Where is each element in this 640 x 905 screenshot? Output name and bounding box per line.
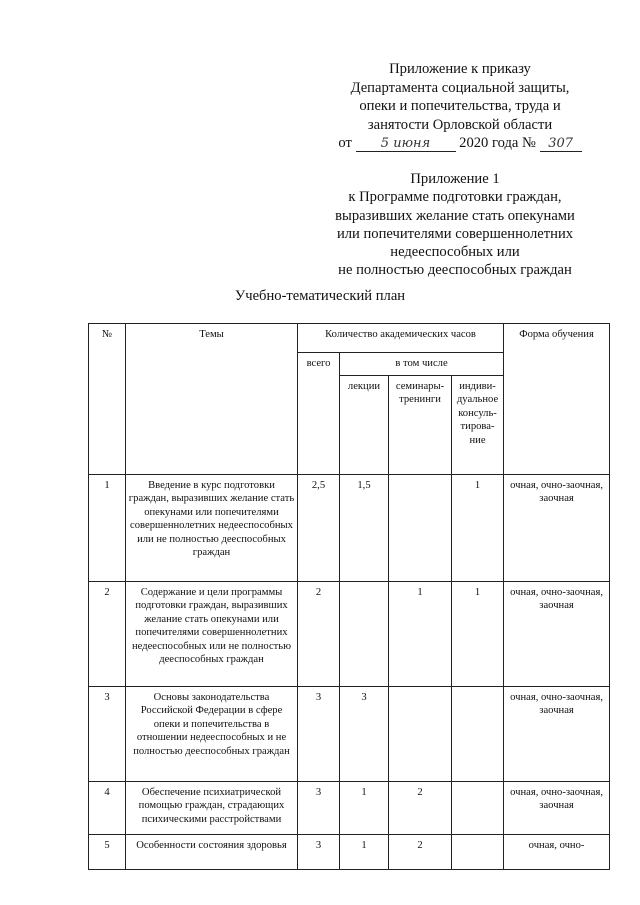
row-seminars: 2 — [389, 835, 452, 870]
header-topics: Темы — [126, 324, 298, 475]
appendix-block — [310, 170, 600, 280]
row-individual — [452, 835, 504, 870]
order-header-line: занятости Орловской области — [367, 116, 553, 133]
row-total: 2,5 — [298, 475, 340, 582]
row-form: очная, очно- — [504, 835, 610, 870]
row-topic: Особенности состояния здоровья — [126, 835, 298, 870]
row-form: очная, очно-заочная, заочная — [504, 582, 610, 687]
row-total: 2 — [298, 582, 340, 687]
header-including: в том числе — [340, 353, 504, 376]
order-header — [330, 60, 590, 153]
row-seminars: 2 — [389, 782, 452, 835]
row-num: 4 — [89, 782, 126, 835]
row-seminars — [389, 475, 452, 582]
row-total: 3 — [298, 835, 340, 870]
order-date-handwritten: 5 июня — [356, 136, 456, 152]
row-individual — [452, 782, 504, 835]
row-lectures: 1 — [340, 835, 389, 870]
plan-title: Учебно-тематический план — [234, 288, 406, 304]
table-row — [89, 782, 610, 835]
row-lectures — [340, 582, 389, 687]
row-lectures: 1,5 — [340, 475, 389, 582]
row-topic: Содержание и цели программы подготовки граждан, выразивших желание стать опекунами или попечителями совершеннолетних недееспособных или не полностью дееспособных граждан — [126, 582, 298, 687]
row-individual: 1 — [452, 475, 504, 582]
order-header-line: Приложение к приказу — [389, 61, 531, 77]
appendix-line: выразивших желание стать опекунами — [335, 207, 575, 224]
table-row — [89, 582, 610, 687]
row-individual: 1 — [452, 582, 504, 687]
header-individual: индиви-дуальное консуль-тирова-ние — [452, 376, 504, 475]
row-topic: Основы законодательства Российской Федерации в сфере опеки и попечительства в отношении недееспособных и не полностью дееспособных граждан — [126, 687, 298, 782]
order-year-text: 2020 года № — [459, 135, 536, 151]
table-row — [89, 687, 610, 782]
row-individual — [452, 687, 504, 782]
header-hours: Количество академических часов — [298, 324, 504, 353]
appendix-line: Приложение 1 — [410, 171, 500, 187]
row-num: 2 — [89, 582, 126, 687]
appendix-line: недееспособных или — [390, 244, 520, 261]
row-topic: Обеспечение психиатрической помощью граждан, страдающих психическими расстройствами — [126, 782, 298, 835]
order-date-number-line — [330, 134, 590, 153]
header-num: № — [89, 324, 126, 475]
curriculum-table — [88, 323, 610, 870]
row-form: очная, очно-заочная, заочная — [504, 475, 610, 582]
row-total: 3 — [298, 687, 340, 782]
header-form: Форма обучения — [504, 324, 610, 475]
appendix-line: не полностью дееспособных граждан — [338, 262, 572, 279]
order-prefix: от — [338, 135, 352, 151]
header-lectures: лекции — [340, 376, 389, 475]
table-row — [89, 835, 610, 870]
appendix-line: или попечителями совершеннолетних — [336, 225, 574, 242]
row-lectures: 3 — [340, 687, 389, 782]
row-seminars — [389, 687, 452, 782]
row-total: 3 — [298, 782, 340, 835]
row-seminars: 1 — [389, 582, 452, 687]
row-num: 5 — [89, 835, 126, 870]
order-number-handwritten: 307 — [540, 136, 582, 152]
order-header-line: Департамента социальной защиты, — [350, 79, 570, 96]
row-num: 3 — [89, 687, 126, 782]
header-total: всего — [298, 353, 340, 475]
row-num: 1 — [89, 475, 126, 582]
header-seminars: семинары-тренинги — [389, 376, 452, 475]
row-topic: Введение в курс подготовки граждан, выразивших желание стать опекунами или попечителями совершеннолетних недееспособных или не полностью дееспособных граждан — [126, 475, 298, 582]
order-header-line: опеки и попечительства, труда и — [359, 98, 561, 114]
row-lectures: 1 — [340, 782, 389, 835]
row-form: очная, очно-заочная, заочная — [504, 687, 610, 782]
table-row — [89, 475, 610, 582]
appendix-line: к Программе подготовки граждан, — [348, 189, 562, 206]
row-form: очная, очно-заочная, заочная — [504, 782, 610, 835]
